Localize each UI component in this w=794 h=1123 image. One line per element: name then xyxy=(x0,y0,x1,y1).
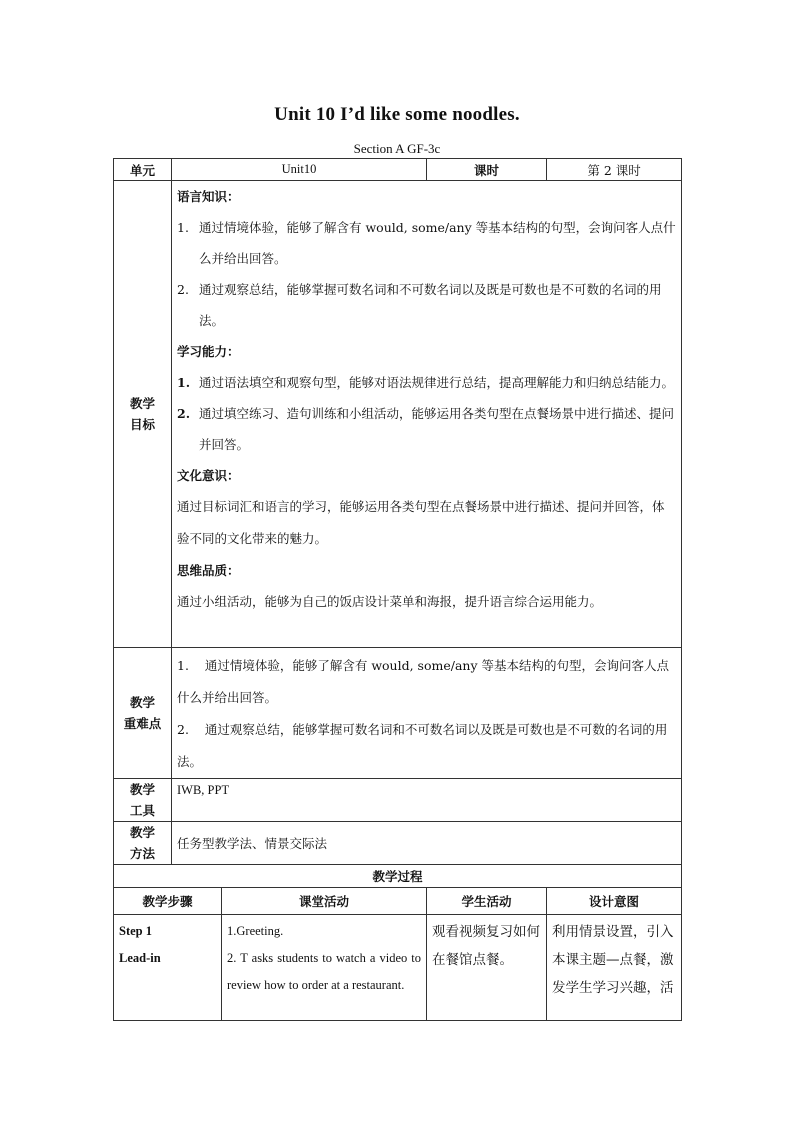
item-text: 通过观察总结，能够掌握可数名词和不可数名词以及既是可数也是不可数的名词的用法。 xyxy=(199,282,662,328)
item-number: 2. xyxy=(177,722,189,737)
key-point-2 xyxy=(177,714,676,778)
item-text: 通过填空练习、造句训练和小组活动，能够运用各类句型在点餐场景中进行描述、提问并回答。 xyxy=(199,406,675,452)
learning-item-2 xyxy=(177,398,676,460)
process-student-activity: 观看视频复习如何在餐馆点餐。 xyxy=(427,915,547,1021)
lesson-plan-table xyxy=(113,158,682,1021)
key-points-row xyxy=(114,648,682,779)
process-title-row xyxy=(114,865,682,888)
item-number: 2. xyxy=(177,406,191,421)
key-points-content xyxy=(172,648,682,779)
objectives-row xyxy=(114,181,682,648)
column-header-student: 学生活动 xyxy=(427,888,547,915)
unit-value: Unit10 xyxy=(172,159,427,181)
item-number: 1. xyxy=(177,658,189,673)
item-text: 通过语法填空和观察句型，能够对语法规律进行总结，提高理解能力和归纳总结能力。 xyxy=(199,375,675,390)
item-number: 1. xyxy=(177,220,189,235)
methods-value: 任务型教学法、情景交际法 xyxy=(172,822,682,865)
process-step: Step 1 Lead-in xyxy=(114,915,222,1021)
item-text: 通过情境体验，能够了解含有 would, some/any 等基本结构的句型，会询问客人点什么并给出回答。 xyxy=(199,220,676,266)
column-header-intent: 设计意图 xyxy=(547,888,682,915)
period-label: 课时 xyxy=(427,159,547,181)
unit-label: 单元 xyxy=(114,159,172,181)
thinking-text: 通过小组活动，能够为自己的饭店设计菜单和海报，提升语言综合运用能力。 xyxy=(177,594,603,609)
objectives-label: 教学 目标 xyxy=(114,181,172,648)
key-points-label: 教学 重难点 xyxy=(114,648,172,779)
objectives-content xyxy=(172,181,682,648)
culture-heading: 文化意识： xyxy=(177,468,240,483)
thinking-heading: 思维品质： xyxy=(177,563,240,578)
tools-row xyxy=(114,779,682,822)
document-title: Unit 10 I’d like some noodles. xyxy=(274,104,520,125)
process-design-intent: 利用情景设置，引入本课主题—点餐，激发学生学习兴趣，活 xyxy=(547,915,682,1021)
tools-label: 教学 工具 xyxy=(114,779,172,822)
item-text: 通过观察总结，能够掌握可数名词和不可数名词以及既是可数也是不可数的名词的用法。 xyxy=(177,722,668,769)
process-title: 教学过程 xyxy=(114,865,682,888)
culture-text: 通过目标词汇和语言的学习，能够运用各类句型在点餐场景中进行描述、提问并回答，体验不同的文化带来的魅力。 xyxy=(177,499,665,546)
language-heading: 语言知识： xyxy=(177,189,240,204)
language-item-1 xyxy=(177,212,676,274)
tools-value: IWB, PPT xyxy=(172,779,682,822)
item-number: 2. xyxy=(177,282,189,297)
key-point-1 xyxy=(177,648,676,714)
header-row xyxy=(114,159,682,181)
process-row xyxy=(114,915,682,1021)
period-value: 第 2 课时 xyxy=(547,159,682,181)
column-header-step: 教学步骤 xyxy=(114,888,222,915)
item-number: 1. xyxy=(177,375,191,390)
document-subtitle: Section A GF-3c xyxy=(353,141,441,156)
language-item-2 xyxy=(177,274,676,336)
methods-row xyxy=(114,822,682,865)
process-activity: 1.Greeting. 2. T asks students to watch a video to review how to order at a restaurant. xyxy=(222,915,427,1021)
process-header-row xyxy=(114,888,682,915)
learning-heading: 学习能力： xyxy=(177,344,240,359)
methods-label: 教学 方法 xyxy=(114,822,172,865)
column-header-activity: 课堂活动 xyxy=(222,888,427,915)
item-text: 通过情境体验，能够了解含有 would, some/any 等基本结构的句型，会询问客人点什么并给出回答。 xyxy=(177,658,669,705)
learning-item-1 xyxy=(177,367,676,398)
